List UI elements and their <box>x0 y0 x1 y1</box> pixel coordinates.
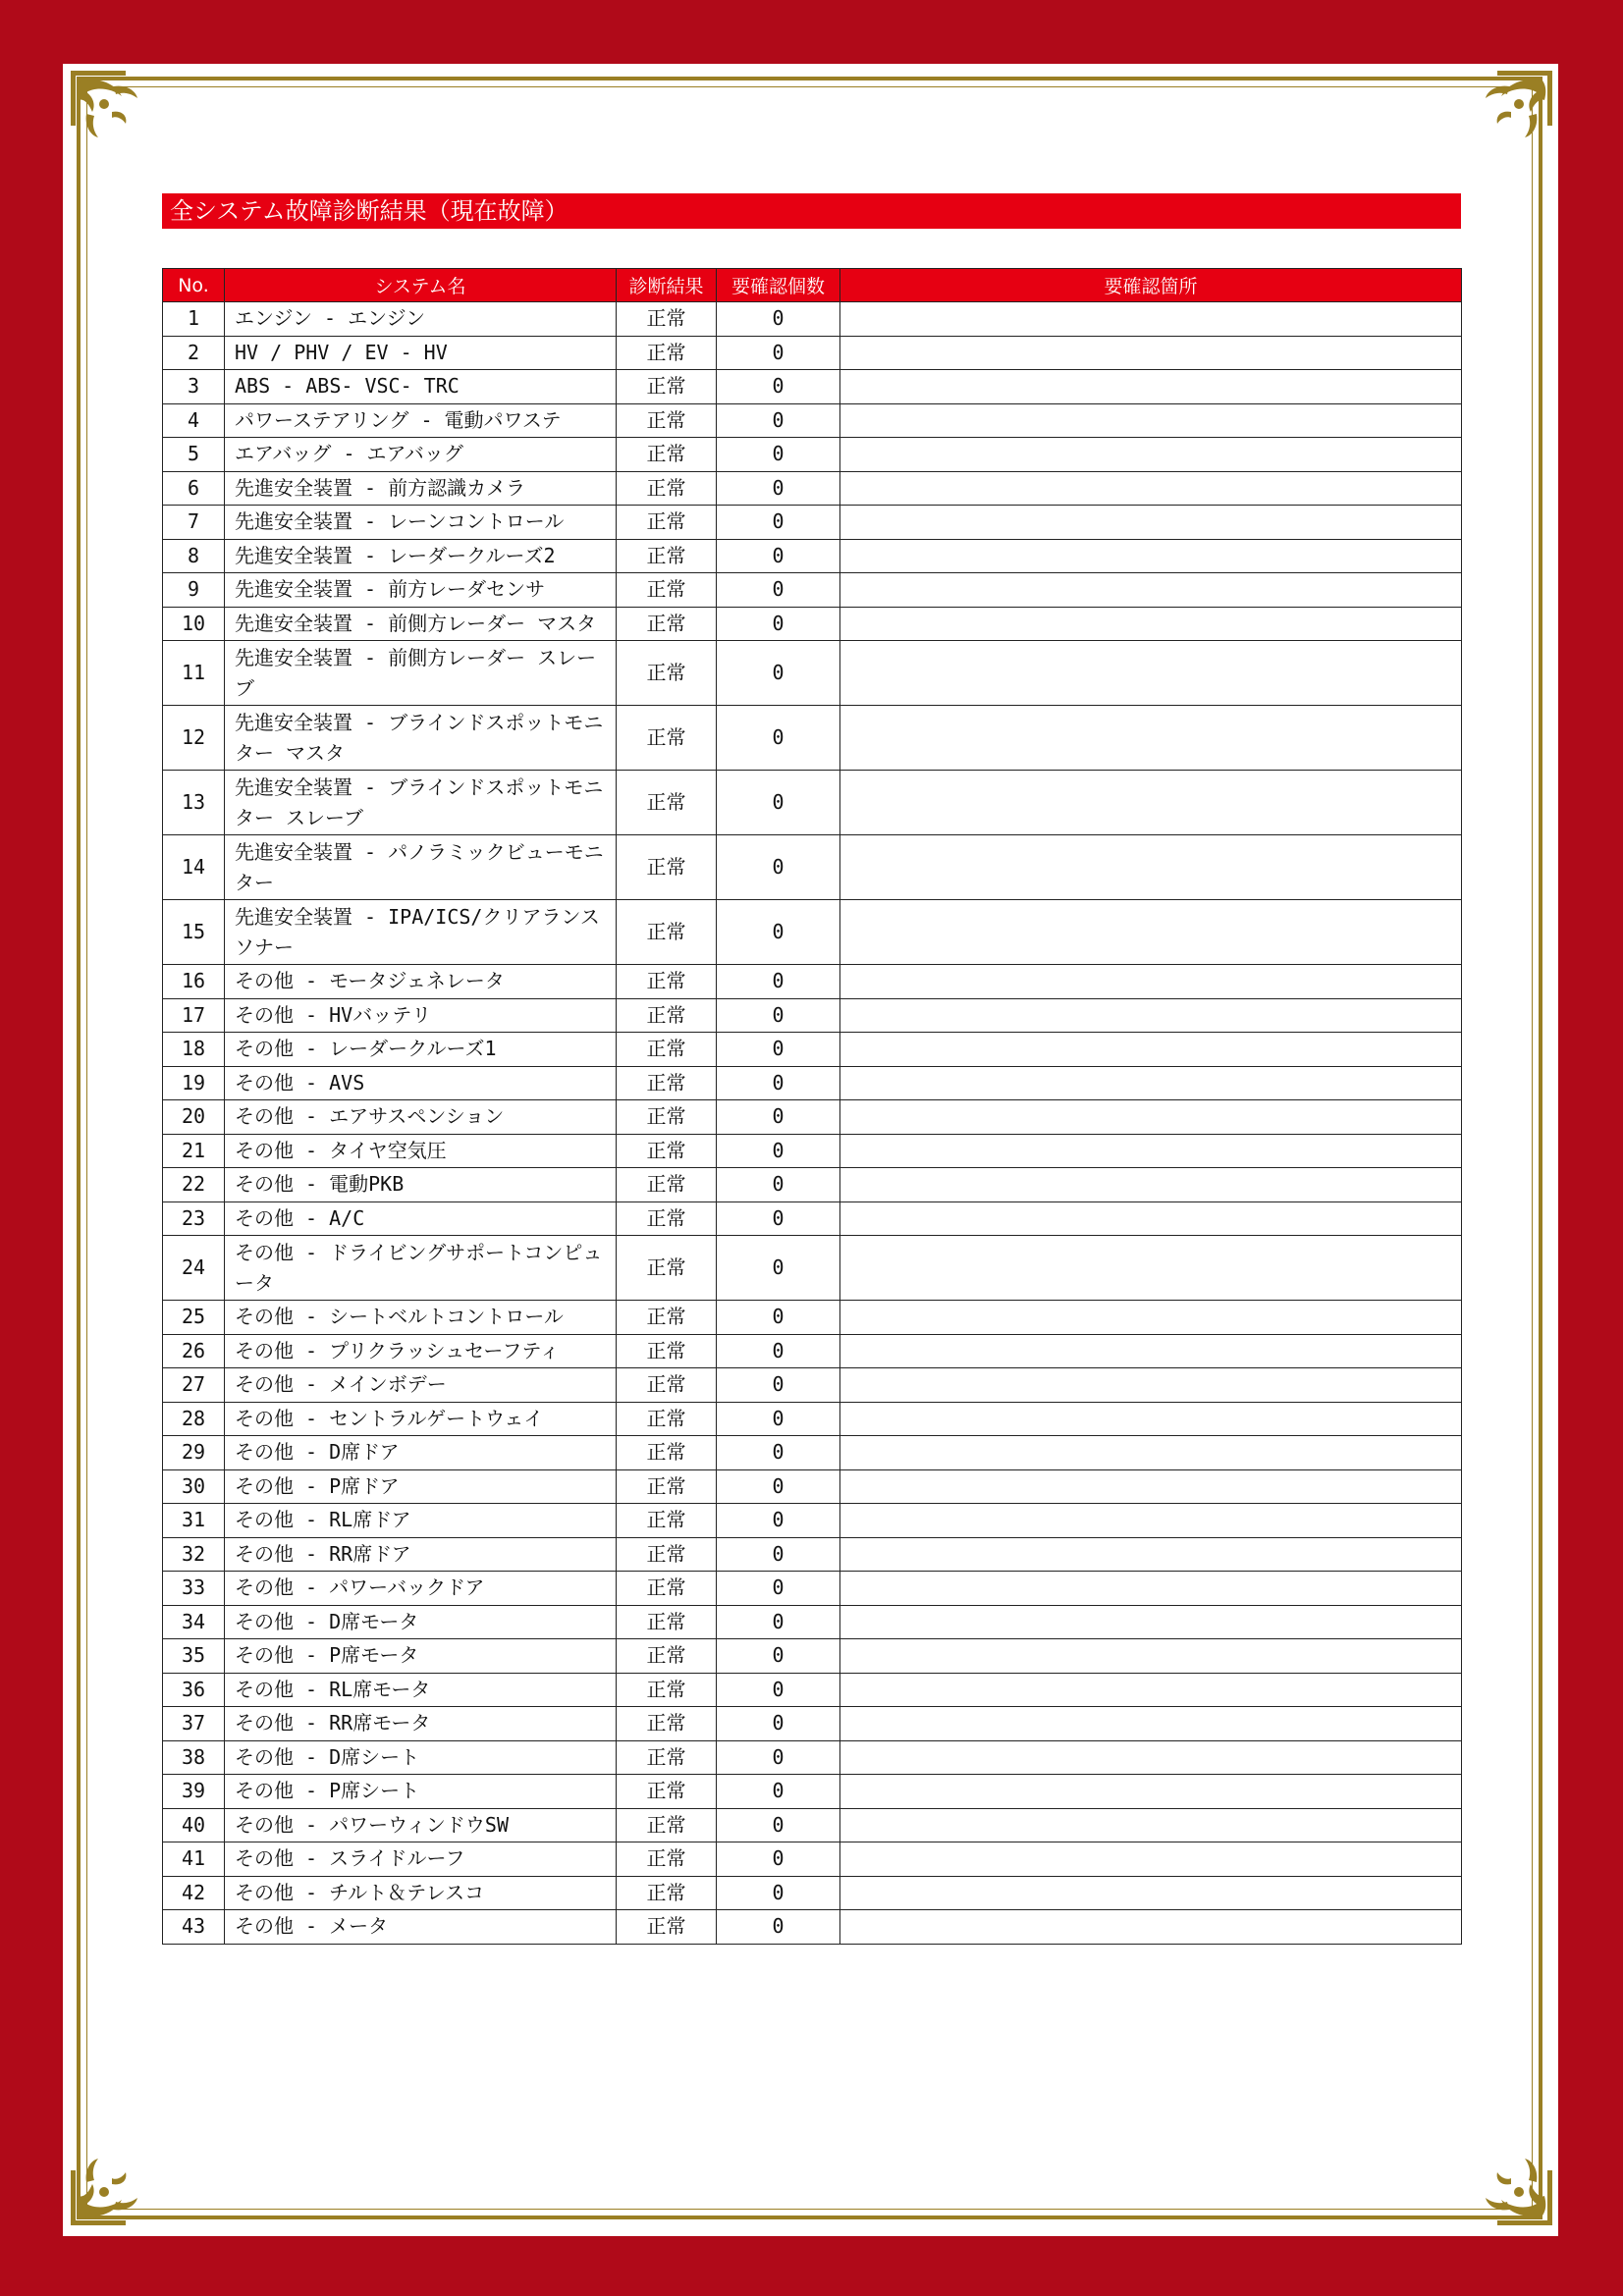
system-name-cell: その他 - D席ドア <box>225 1436 617 1470</box>
check-location-cell <box>840 1236 1462 1301</box>
system-name-cell: その他 - AVS <box>225 1066 617 1100</box>
row-number: 33 <box>163 1572 225 1606</box>
table-row <box>163 1775 1462 1809</box>
table-row <box>163 1201 1462 1236</box>
check-count-cell: 0 <box>717 1910 840 1945</box>
row-number: 42 <box>163 1876 225 1910</box>
check-count-cell: 0 <box>717 1707 840 1741</box>
system-name-cell: その他 - A/C <box>225 1201 617 1236</box>
diagnosis-result-cell: 正常 <box>617 1707 717 1741</box>
check-location-cell <box>840 900 1462 965</box>
diagnosis-result-cell: 正常 <box>617 539 717 573</box>
diagnosis-result-cell: 正常 <box>617 302 717 337</box>
diagnosis-result-cell: 正常 <box>617 1168 717 1202</box>
check-count-cell: 0 <box>717 1066 840 1100</box>
row-number: 26 <box>163 1334 225 1368</box>
check-location-cell <box>840 1066 1462 1100</box>
check-count-cell: 0 <box>717 1639 840 1674</box>
system-name-cell: 先進安全装置 - IPA/ICS/クリアランスソナー <box>225 900 617 965</box>
corner-ornament-icon <box>1466 2139 1556 2229</box>
table-row <box>163 1168 1462 1202</box>
corner-ornament-icon <box>1466 67 1556 157</box>
row-number: 16 <box>163 965 225 999</box>
table-row <box>163 607 1462 641</box>
header-check-location: 要確認箇所 <box>840 269 1462 302</box>
check-count-cell: 0 <box>717 506 840 540</box>
row-number: 25 <box>163 1301 225 1335</box>
diagnosis-result-cell: 正常 <box>617 1402 717 1436</box>
check-location-cell <box>840 573 1462 608</box>
check-location-cell <box>840 706 1462 771</box>
row-number: 19 <box>163 1066 225 1100</box>
diagnosis-result-cell: 正常 <box>617 1436 717 1470</box>
table-row <box>163 1808 1462 1842</box>
diagnosis-result-cell: 正常 <box>617 771 717 835</box>
check-count-cell: 0 <box>717 1504 840 1538</box>
check-count-cell: 0 <box>717 1368 840 1403</box>
check-location-cell <box>840 403 1462 438</box>
row-number: 13 <box>163 771 225 835</box>
system-name-cell: パワーステアリング - 電動パワステ <box>225 403 617 438</box>
row-number: 1 <box>163 302 225 337</box>
system-name-cell: 先進安全装置 - レーンコントロール <box>225 506 617 540</box>
system-name-cell: 先進安全装置 - 前方認識カメラ <box>225 471 617 506</box>
diagnosis-result-cell: 正常 <box>617 1910 717 1945</box>
check-location-cell <box>840 506 1462 540</box>
table-row <box>163 370 1462 404</box>
check-location-cell <box>840 336 1462 370</box>
row-number: 15 <box>163 900 225 965</box>
system-name-cell: 先進安全装置 - 前方レーダセンサ <box>225 573 617 608</box>
system-name-cell: その他 - モータジェネレータ <box>225 965 617 999</box>
check-location-cell <box>840 1537 1462 1572</box>
check-location-cell <box>840 1334 1462 1368</box>
row-number: 2 <box>163 336 225 370</box>
check-count-cell: 0 <box>717 1740 840 1775</box>
check-location-cell <box>840 1134 1462 1168</box>
diagnosis-result-cell: 正常 <box>617 706 717 771</box>
table-row <box>163 1469 1462 1504</box>
table-row <box>163 771 1462 835</box>
table-row <box>163 1605 1462 1639</box>
system-name-cell: その他 - RR席モータ <box>225 1707 617 1741</box>
check-location-cell <box>840 1572 1462 1606</box>
table-body <box>163 302 1462 1945</box>
check-count-cell: 0 <box>717 1808 840 1842</box>
check-location-cell <box>840 607 1462 641</box>
check-location-cell <box>840 1639 1462 1674</box>
check-location-cell <box>840 1775 1462 1809</box>
header-system-name: システム名 <box>225 269 617 302</box>
table-row <box>163 1639 1462 1674</box>
row-number: 35 <box>163 1639 225 1674</box>
system-name-cell: その他 - P席ドア <box>225 1469 617 1504</box>
row-number: 22 <box>163 1168 225 1202</box>
check-location-cell <box>840 1504 1462 1538</box>
check-count-cell: 0 <box>717 706 840 771</box>
table-row <box>163 1066 1462 1100</box>
table-row <box>163 336 1462 370</box>
check-count-cell: 0 <box>717 403 840 438</box>
check-count-cell: 0 <box>717 900 840 965</box>
check-location-cell <box>840 1168 1462 1202</box>
table-row <box>163 1236 1462 1301</box>
system-name-cell: その他 - RL席モータ <box>225 1673 617 1707</box>
system-name-cell: その他 - P席シート <box>225 1775 617 1809</box>
system-name-cell: その他 - タイヤ空気圧 <box>225 1134 617 1168</box>
row-number: 8 <box>163 539 225 573</box>
diagnosis-result-cell: 正常 <box>617 1033 717 1067</box>
row-number: 36 <box>163 1673 225 1707</box>
check-count-cell: 0 <box>717 1100 840 1135</box>
row-number: 27 <box>163 1368 225 1403</box>
diagnosis-result-cell: 正常 <box>617 1639 717 1674</box>
system-name-cell: その他 - ドライビングサポートコンピュータ <box>225 1236 617 1301</box>
system-name-cell: HV / PHV / EV - HV <box>225 336 617 370</box>
row-number: 4 <box>163 403 225 438</box>
table-row <box>163 965 1462 999</box>
table-row <box>163 1707 1462 1741</box>
diagnosis-result-cell: 正常 <box>617 641 717 706</box>
system-name-cell: その他 - 電動PKB <box>225 1168 617 1202</box>
check-location-cell <box>840 1436 1462 1470</box>
row-number: 38 <box>163 1740 225 1775</box>
system-name-cell: その他 - RR席ドア <box>225 1537 617 1572</box>
table-row <box>163 900 1462 965</box>
row-number: 39 <box>163 1775 225 1809</box>
system-name-cell: その他 - シートベルトコントロール <box>225 1301 617 1335</box>
system-name-cell: その他 - セントラルゲートウェイ <box>225 1402 617 1436</box>
table-row <box>163 1572 1462 1606</box>
check-location-cell <box>840 539 1462 573</box>
row-number: 7 <box>163 506 225 540</box>
row-number: 6 <box>163 471 225 506</box>
diagnosis-result-cell: 正常 <box>617 1605 717 1639</box>
diagnosis-result-cell: 正常 <box>617 1134 717 1168</box>
system-name-cell: 先進安全装置 - 前側方レーダー マスタ <box>225 607 617 641</box>
row-number: 18 <box>163 1033 225 1067</box>
header-check-count: 要確認個数 <box>717 269 840 302</box>
diagnosis-result-cell: 正常 <box>617 370 717 404</box>
check-count-cell: 0 <box>717 1134 840 1168</box>
table-row <box>163 539 1462 573</box>
header-no: No. <box>163 269 225 302</box>
system-name-cell: その他 - HVバッテリ <box>225 998 617 1033</box>
system-name-cell: その他 - レーダークルーズ1 <box>225 1033 617 1067</box>
check-location-cell <box>840 370 1462 404</box>
system-name-cell: その他 - パワーウィンドウSW <box>225 1808 617 1842</box>
check-count-cell: 0 <box>717 1572 840 1606</box>
corner-ornament-icon <box>67 67 157 157</box>
system-name-cell: その他 - メータ <box>225 1910 617 1945</box>
check-location-cell <box>840 1808 1462 1842</box>
system-name-cell: ABS - ABS- VSC- TRC <box>225 370 617 404</box>
system-name-cell: その他 - D席モータ <box>225 1605 617 1639</box>
diagnosis-result-cell: 正常 <box>617 1301 717 1335</box>
diagnosis-result-cell: 正常 <box>617 1537 717 1572</box>
diagnosis-result-cell: 正常 <box>617 1201 717 1236</box>
check-location-cell <box>840 641 1462 706</box>
table-row <box>163 1910 1462 1945</box>
diagnosis-result-cell: 正常 <box>617 1368 717 1403</box>
row-number: 24 <box>163 1236 225 1301</box>
table-row <box>163 403 1462 438</box>
table-row <box>163 1402 1462 1436</box>
diagnosis-result-cell: 正常 <box>617 1469 717 1504</box>
diagnosis-result-cell: 正常 <box>617 506 717 540</box>
check-count-cell: 0 <box>717 965 840 999</box>
row-number: 9 <box>163 573 225 608</box>
corner-ornament-icon <box>67 2139 157 2229</box>
diagnosis-result-cell: 正常 <box>617 1572 717 1606</box>
table-row <box>163 1504 1462 1538</box>
table-row <box>163 835 1462 900</box>
table-row <box>163 1368 1462 1403</box>
check-count-cell: 0 <box>717 370 840 404</box>
check-count-cell: 0 <box>717 771 840 835</box>
system-name-cell: その他 - D席シート <box>225 1740 617 1775</box>
system-name-cell: その他 - RL席ドア <box>225 1504 617 1538</box>
diagnosis-result-cell: 正常 <box>617 1100 717 1135</box>
check-count-cell: 0 <box>717 1876 840 1910</box>
diagnosis-result-cell: 正常 <box>617 403 717 438</box>
row-number: 10 <box>163 607 225 641</box>
check-count-cell: 0 <box>717 607 840 641</box>
row-number: 37 <box>163 1707 225 1741</box>
check-count-cell: 0 <box>717 438 840 472</box>
check-location-cell <box>840 302 1462 337</box>
check-count-cell: 0 <box>717 1168 840 1202</box>
table-row <box>163 1033 1462 1067</box>
row-number: 14 <box>163 835 225 900</box>
diagnosis-result-cell: 正常 <box>617 471 717 506</box>
table-row <box>163 641 1462 706</box>
check-count-cell: 0 <box>717 1402 840 1436</box>
diagnosis-result-cell: 正常 <box>617 573 717 608</box>
check-location-cell <box>840 835 1462 900</box>
row-number: 12 <box>163 706 225 771</box>
row-number: 34 <box>163 1605 225 1639</box>
system-name-cell: その他 - P席モータ <box>225 1639 617 1674</box>
check-location-cell <box>840 1673 1462 1707</box>
row-number: 28 <box>163 1402 225 1436</box>
table-row <box>163 998 1462 1033</box>
row-number: 17 <box>163 998 225 1033</box>
check-location-cell <box>840 1033 1462 1067</box>
check-count-cell: 0 <box>717 302 840 337</box>
check-location-cell <box>840 1876 1462 1910</box>
row-number: 30 <box>163 1469 225 1504</box>
diagnosis-result-cell: 正常 <box>617 1334 717 1368</box>
row-number: 32 <box>163 1537 225 1572</box>
diagnosis-result-cell: 正常 <box>617 998 717 1033</box>
check-count-cell: 0 <box>717 1673 840 1707</box>
table-row <box>163 438 1462 472</box>
check-location-cell <box>840 1201 1462 1236</box>
check-location-cell <box>840 771 1462 835</box>
diagnosis-result-cell: 正常 <box>617 1740 717 1775</box>
check-count-cell: 0 <box>717 1605 840 1639</box>
check-count-cell: 0 <box>717 1301 840 1335</box>
table-row <box>163 1842 1462 1877</box>
row-number: 11 <box>163 641 225 706</box>
table-row <box>163 1673 1462 1707</box>
check-count-cell: 0 <box>717 1469 840 1504</box>
system-name-cell: 先進安全装置 - パノラミックビューモニター <box>225 835 617 900</box>
diagnosis-result-cell: 正常 <box>617 965 717 999</box>
table-row <box>163 1134 1462 1168</box>
check-location-cell <box>840 438 1462 472</box>
check-count-cell: 0 <box>717 1033 840 1067</box>
diagnosis-result-cell: 正常 <box>617 1876 717 1910</box>
check-count-cell: 0 <box>717 336 840 370</box>
check-count-cell: 0 <box>717 1201 840 1236</box>
row-number: 40 <box>163 1808 225 1842</box>
diagnosis-result-cell: 正常 <box>617 1504 717 1538</box>
table-row <box>163 1740 1462 1775</box>
system-name-cell: その他 - エアサスペンション <box>225 1100 617 1135</box>
table-row <box>163 573 1462 608</box>
table-header-row <box>163 269 1462 302</box>
check-location-cell <box>840 471 1462 506</box>
check-location-cell <box>840 1301 1462 1335</box>
system-name-cell: その他 - パワーバックドア <box>225 1572 617 1606</box>
row-number: 29 <box>163 1436 225 1470</box>
table-row <box>163 1301 1462 1335</box>
row-number: 43 <box>163 1910 225 1945</box>
section-title: 全システム故障診断結果（現在故障） <box>162 193 1461 229</box>
check-count-cell: 0 <box>717 1436 840 1470</box>
row-number: 23 <box>163 1201 225 1236</box>
row-number: 21 <box>163 1134 225 1168</box>
diagnosis-table <box>162 268 1462 1945</box>
check-count-cell: 0 <box>717 1537 840 1572</box>
diagnosis-result-cell: 正常 <box>617 1842 717 1877</box>
check-location-cell <box>840 1842 1462 1877</box>
table-row <box>163 506 1462 540</box>
table-row <box>163 1100 1462 1135</box>
check-location-cell <box>840 1605 1462 1639</box>
table-row <box>163 471 1462 506</box>
system-name-cell: その他 - チルト＆テレスコ <box>225 1876 617 1910</box>
table-row <box>163 706 1462 771</box>
check-location-cell <box>840 1469 1462 1504</box>
check-count-cell: 0 <box>717 539 840 573</box>
check-count-cell: 0 <box>717 1775 840 1809</box>
system-name-cell: エンジン - エンジン <box>225 302 617 337</box>
system-name-cell: 先進安全装置 - 前側方レーダー スレーブ <box>225 641 617 706</box>
table-row <box>163 1876 1462 1910</box>
table-row <box>163 302 1462 337</box>
system-name-cell: その他 - スライドルーフ <box>225 1842 617 1877</box>
check-count-cell: 0 <box>717 471 840 506</box>
check-count-cell: 0 <box>717 1236 840 1301</box>
check-location-cell <box>840 998 1462 1033</box>
diagnosis-result-cell: 正常 <box>617 1236 717 1301</box>
check-count-cell: 0 <box>717 573 840 608</box>
row-number: 20 <box>163 1100 225 1135</box>
diagnosis-result-cell: 正常 <box>617 336 717 370</box>
system-name-cell: その他 - プリクラッシュセーフティ <box>225 1334 617 1368</box>
diagnosis-result-cell: 正常 <box>617 1808 717 1842</box>
system-name-cell: 先進安全装置 - レーダークルーズ2 <box>225 539 617 573</box>
row-number: 3 <box>163 370 225 404</box>
row-number: 31 <box>163 1504 225 1538</box>
check-location-cell <box>840 1910 1462 1945</box>
check-location-cell <box>840 1740 1462 1775</box>
table-row <box>163 1436 1462 1470</box>
check-count-cell: 0 <box>717 1334 840 1368</box>
check-location-cell <box>840 965 1462 999</box>
diagnosis-result-cell: 正常 <box>617 835 717 900</box>
table-row <box>163 1334 1462 1368</box>
system-name-cell: 先進安全装置 - ブラインドスポットモニター マスタ <box>225 706 617 771</box>
diagnosis-result-cell: 正常 <box>617 1673 717 1707</box>
row-number: 41 <box>163 1842 225 1877</box>
diagnosis-result-cell: 正常 <box>617 1066 717 1100</box>
system-name-cell: 先進安全装置 - ブラインドスポットモニター スレーブ <box>225 771 617 835</box>
check-count-cell: 0 <box>717 835 840 900</box>
diagnosis-result-cell: 正常 <box>617 607 717 641</box>
diagnosis-result-cell: 正常 <box>617 438 717 472</box>
diagnosis-result-cell: 正常 <box>617 900 717 965</box>
row-number: 5 <box>163 438 225 472</box>
check-count-cell: 0 <box>717 998 840 1033</box>
diagnosis-result-cell: 正常 <box>617 1775 717 1809</box>
table-row <box>163 1537 1462 1572</box>
check-count-cell: 0 <box>717 1842 840 1877</box>
system-name-cell: その他 - メインボデー <box>225 1368 617 1403</box>
check-location-cell <box>840 1402 1462 1436</box>
system-name-cell: エアバッグ - エアバッグ <box>225 438 617 472</box>
check-location-cell <box>840 1100 1462 1135</box>
check-location-cell <box>840 1368 1462 1403</box>
check-location-cell <box>840 1707 1462 1741</box>
check-count-cell: 0 <box>717 641 840 706</box>
header-diagnosis-result: 診断結果 <box>617 269 717 302</box>
